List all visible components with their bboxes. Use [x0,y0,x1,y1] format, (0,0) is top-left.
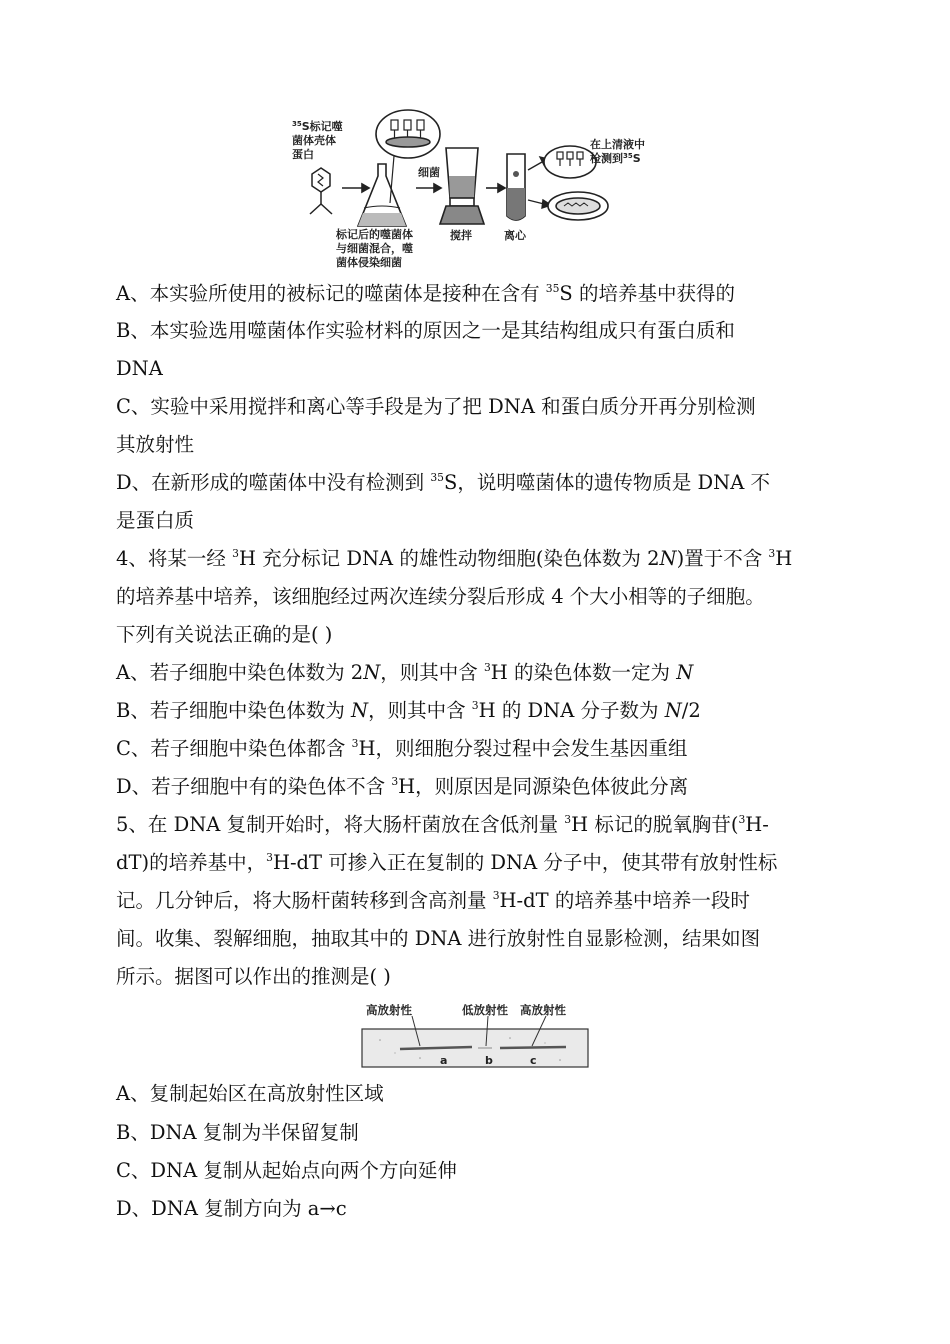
mixed-line3: 菌体侵染细菌 [336,256,402,269]
pellet-circle-icon [548,192,608,220]
label-bacteria: 细菌 [418,166,440,179]
q4-option-b: B、若子细胞中染色体数为 N，则其中含 $^3$H 的 DNA 分子数为 N/2 [116,698,701,722]
q3-option-a: A、本实验所使用的被标记的噬菌体是接种在含有 $^{35}$S 的培养基中获得的 [116,281,735,305]
arrow-icon [486,184,505,192]
blender-icon [440,148,484,224]
q5-stem-line5: 所示。据图可以作出的推测是( ) [116,965,391,988]
arrow-icon [416,184,441,192]
label-high-2: 高放射性 [520,1003,566,1017]
q3-option-b-line2: DNA [116,357,163,380]
label-high-1: 高放射性 [366,1003,412,1017]
q5-stem-line4: 间。收集、裂解细胞，抽取其中的 DNA 进行放射性自显影检测，结果如图 [116,927,761,950]
supernatant-sup: 35 [623,152,633,160]
supernatant-end: S [632,152,641,165]
q4-option-c: C、若子细胞中染色体都含 $^3$H，则细胞分裂过程中会发生基因重组 [116,736,688,760]
svg-text:检测到35S [590,151,641,165]
label-low: 低放射性 [462,1003,508,1017]
zoom-circle-icon [376,110,440,158]
label-stir: 搅拌 [450,229,472,242]
label-b: b [485,1054,493,1067]
label-c: c [530,1054,537,1067]
supernatant-line1: 在上清液中 [590,138,645,151]
q4-stem-line2: 的培养基中培养，该细胞经过两次连续分裂后形成 4 个大小相等的子细胞。 [116,585,765,608]
s35-line2: 菌体壳体 [292,134,336,147]
q5-option-a: A、复制起始区在高放射性区域 [116,1082,384,1105]
q5-option-d: D、DNA 复制方向为 a→c [116,1197,347,1220]
q3-option-b-line1: B、本实验选用噬菌体作实验材料的原因之一是其结构组成只有蛋白质和 [116,319,735,342]
s35-line1: S标记噬 [301,120,343,133]
s35-line3: 蛋白 [292,148,314,161]
flask-icon [358,164,406,226]
mixed-line1: 标记后的噬菌体 [336,228,413,241]
autoradiograph-figure [360,998,592,1072]
supernatant-circle-icon [544,146,596,178]
q3-option-d-line2: 是蛋白质 [116,509,195,532]
q4-option-d: D、若子细胞中有的染色体不含 $^3$H，则原因是同源染色体彼此分离 [116,774,689,798]
svg-text:35S标记噬 [292,119,343,133]
q5-stem-line2: dT)的培养基中，$^3$H-dT 可掺入正在复制的 DNA 分子中，使其带有放射性标 [116,850,778,874]
q5-stem-line1: 5、在 DNA 复制开始时，将大肠杆菌放在含低剂量 $^3$H 标记的脱氧胸苷($^3$H- [116,812,769,836]
s35-sup: 35 [292,120,302,128]
q3-option-d-line1: D、在新形成的噬菌体中没有检测到 $^{35}$S，说明噬菌体的遗传物质是 DNA 不 [116,470,771,494]
q4-stem-line3: 下列有关说法正确的是( ) [116,623,333,646]
arrow-icon [342,184,369,192]
mixed-line2: 与细菌混合，噬 [336,242,413,255]
q5-stem-line3: 记。几分钟后，将大肠杆菌转移到含高剂量 $^3$H-dT 的培养基中培养一段时 [116,888,750,912]
q5-option-c: C、DNA 复制从起始点向两个方向延伸 [116,1159,457,1182]
supernatant-line2: 检测到 [590,152,623,165]
band-c [500,1047,566,1048]
q4-stem-line1: 4、将某一经 $^3$H 充分标记 DNA 的雄性动物细胞(染色体数为 2N)置于不含 $^3$H [116,546,793,570]
label-a: a [440,1054,448,1067]
q3-option-c-line1: C、实验中采用搅拌和离心等手段是为了把 DNA 和蛋白质分开再分别检测 [116,395,756,418]
q3-option-c-line2: 其放射性 [116,433,195,456]
q4-option-a: A、若子细胞中染色体数为 2N，则其中含 $^3$H 的染色体数一定为 N [116,660,694,684]
phage-icon [310,168,332,214]
q5-option-b: B、DNA 复制为半保留复制 [116,1121,359,1144]
label-centrifuge: 离心 [504,229,526,242]
phage-experiment-diagram [290,108,660,270]
centrifuge-tube-icon [507,154,525,220]
